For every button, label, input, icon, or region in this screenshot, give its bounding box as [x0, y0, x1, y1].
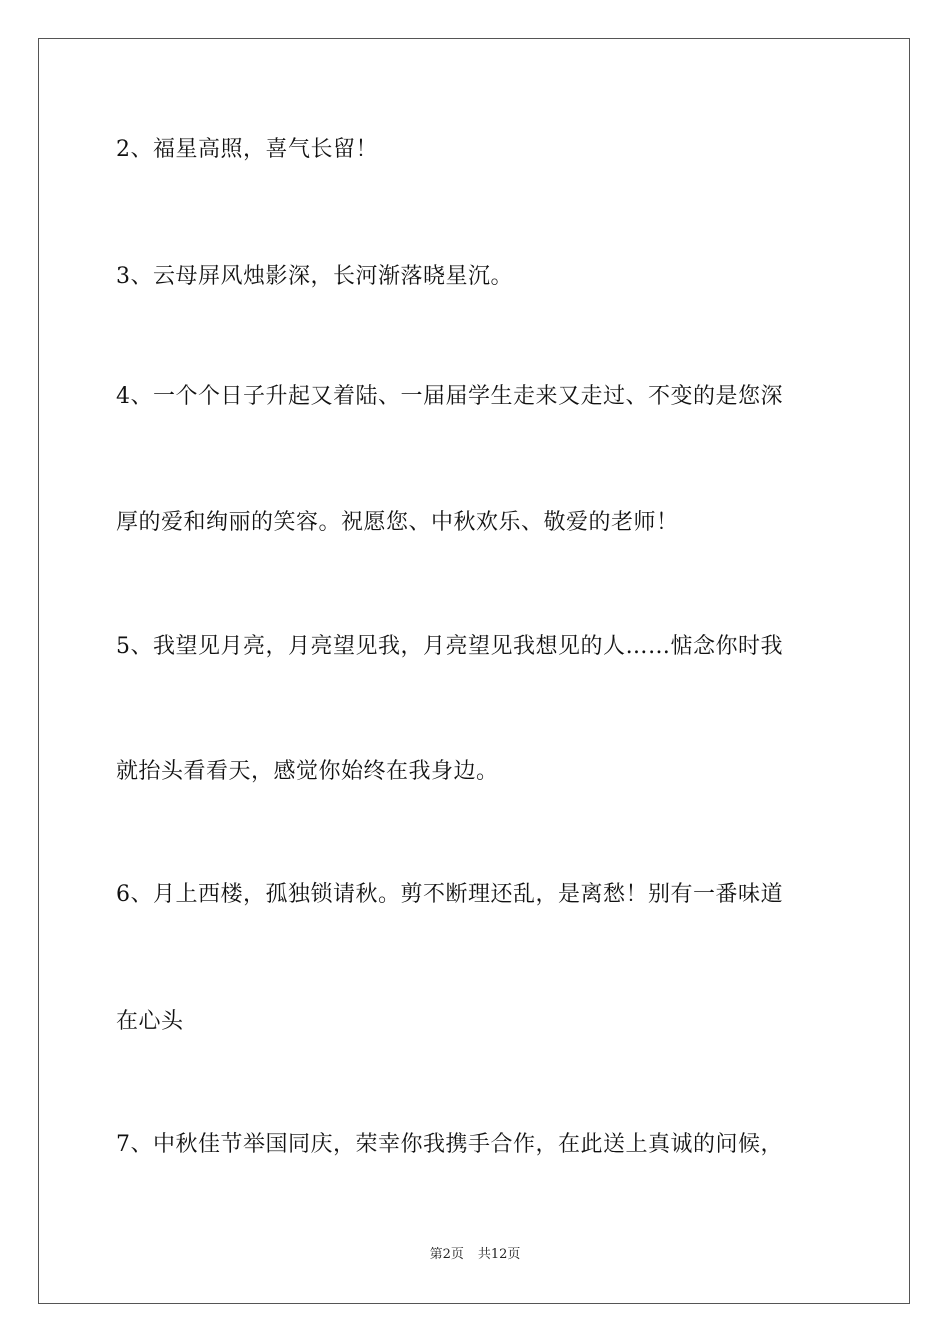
text-line-2: 3、云母屏风烛影深，长河渐落晓星沉。: [116, 264, 513, 289]
text-line-5: 5、我望见月亮，月亮望见我，月亮望见我想见的人……惦念你时我: [116, 634, 783, 659]
text-line-7: 6、月上西楼，孤独锁请秋。剪不断理还乱，是离愁！别有一番味道: [116, 882, 783, 907]
text-line-9: 7、中秋佳节举国同庆，荣幸你我携手合作，在此送上真诚的问候，: [116, 1132, 783, 1157]
text-line-8: 在心头: [116, 1009, 184, 1034]
text-line-4: 厚的爱和绚丽的笑容。祝愿您、中秋欢乐、敬爱的老师！: [116, 510, 679, 535]
page-number: 第2页: [429, 1247, 464, 1262]
text-line-1: 2、福星高照，喜气长留！: [116, 137, 378, 162]
text-line-6: 就抬头看看天，感觉你始终在我身边。: [116, 759, 499, 784]
page-frame: [38, 38, 910, 1304]
page-footer: [0, 1246, 950, 1264]
text-line-3: 4、一个个日子升起又着陆、一届届学生走来又走过、不变的是您深: [116, 384, 783, 409]
page-total: 共12页: [477, 1247, 521, 1262]
